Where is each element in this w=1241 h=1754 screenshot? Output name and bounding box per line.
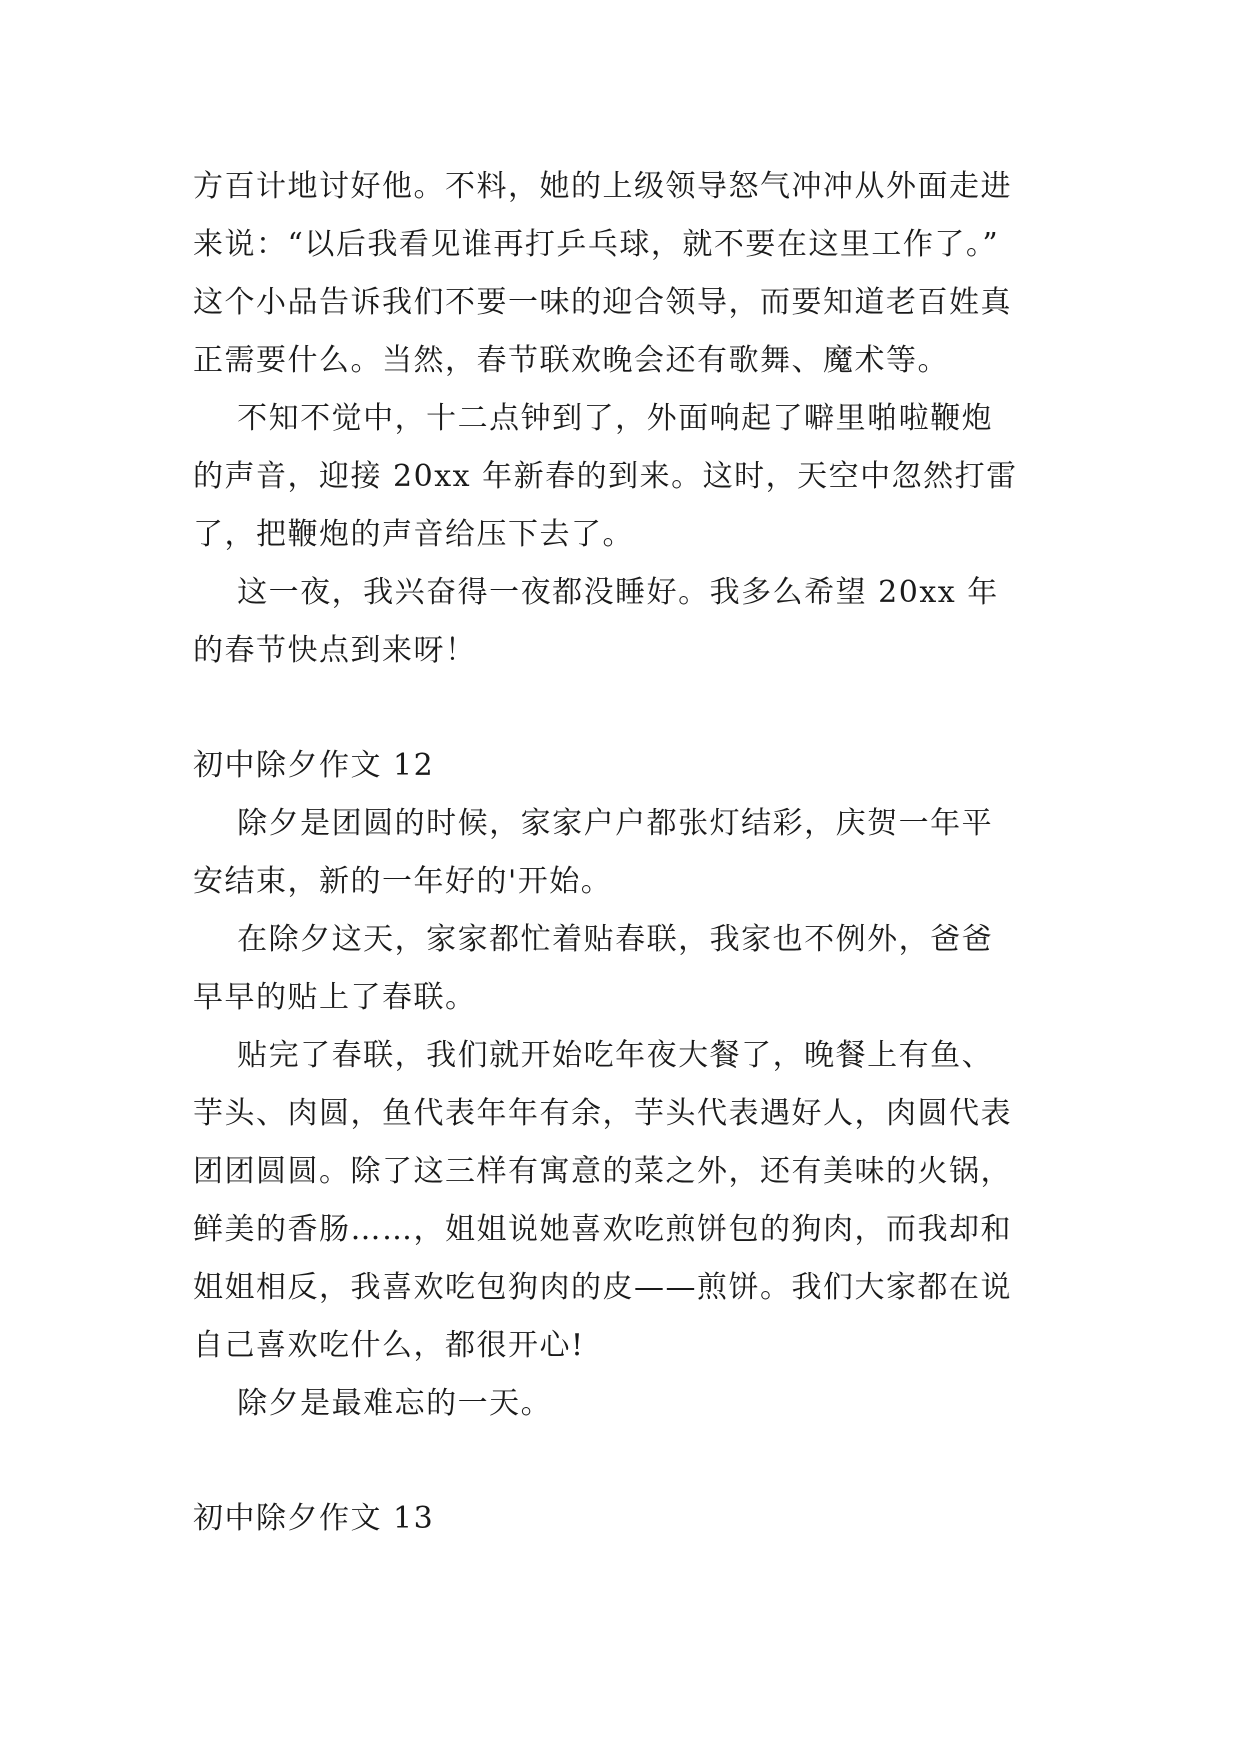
section-gap xyxy=(193,1433,1053,1490)
text-line: 鲜美的香肠……，姐姐说她喜欢吃煎饼包的狗肉，而我却和 xyxy=(193,1212,1012,1247)
text-line: 的声音，迎接 20xx 年新春的到来。这时，天空中忽然打雷 xyxy=(193,459,1018,494)
text-line: 了，把鞭炮的声音给压下去了。 xyxy=(193,517,634,552)
text-line: 姐姐相反，我喜欢吃包狗肉的皮——煎饼。我们大家都在说 xyxy=(193,1270,1012,1305)
text-line: 不知不觉中，十二点钟到了，外面响起了噼里啪啦鞭炮 xyxy=(193,401,994,436)
section-gap xyxy=(193,680,1053,737)
document-page xyxy=(193,158,1053,1548)
text-line: 正需要什么。当然，春节联欢晚会还有歌舞、魔术等。 xyxy=(193,343,949,378)
text-line: 自己喜欢吃什么，都很开心! xyxy=(193,1328,585,1363)
section-heading: 初中除夕作文 13 xyxy=(193,1501,435,1536)
text-line: 团团圆圆。除了这三样有寓意的菜之外，还有美味的火锅， xyxy=(193,1154,1012,1189)
text-line: 来说：“以后我看见谁再打乒乓球，就不要在这里工作了。” xyxy=(193,227,1000,262)
text-line: 方百计地讨好他。不料，她的上级领导怒气冲冲从外面走进 xyxy=(193,169,1012,204)
text-line: 早早的贴上了春联。 xyxy=(193,980,477,1015)
text-line: 的春节快点到来呀！ xyxy=(193,633,477,668)
text-line: 除夕是最难忘的一天。 xyxy=(193,1386,553,1421)
text-line: 安结束，新的一年好的'开始。 xyxy=(193,864,613,899)
section-heading: 初中除夕作文 12 xyxy=(193,748,435,783)
text-line: 在除夕这天，家家都忙着贴春联，我家也不例外，爸爸 xyxy=(193,922,994,957)
text-line: 贴完了春联，我们就开始吃年夜大餐了，晚餐上有鱼、 xyxy=(193,1038,994,1073)
text-line: 这一夜，我兴奋得一夜都没睡好。我多么希望 20xx 年 xyxy=(193,575,999,610)
text-line: 芋头、肉圆，鱼代表年年有余，芋头代表遇好人，肉圆代表 xyxy=(193,1096,1012,1131)
text-line: 这个小品告诉我们不要一味的迎合领导，而要知道老百姓真 xyxy=(193,285,1012,320)
text-line: 除夕是团圆的时候，家家户户都张灯结彩，庆贺一年平 xyxy=(193,806,994,841)
